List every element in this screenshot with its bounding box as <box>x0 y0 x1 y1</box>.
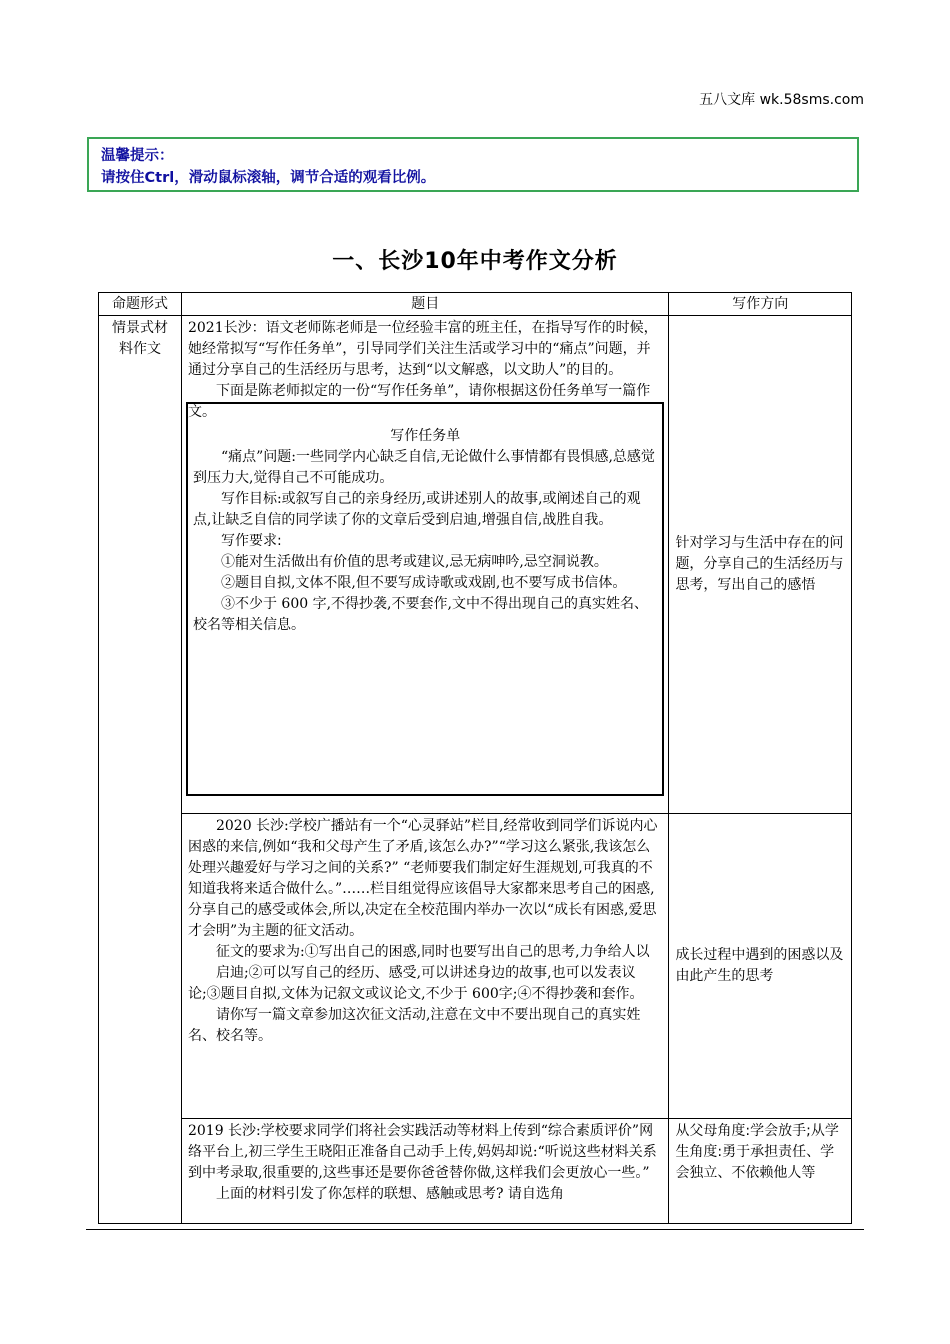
topic-intro: 2021长沙：语文老师陈老师是一位经验丰富的班主任，在指导写作的时候，她经常拟写“写作任务单”，引导同学们关注生活或学习中的“痛点”问题，并通过分享自己的生活经历与思考，达到“以文解惑，以文助人”的目的。 <box>187 320 658 378</box>
direction-cell-2020 <box>669 814 852 1119</box>
analysis-table <box>98 292 852 1224</box>
header-direction: 写作方向 <box>669 293 852 316</box>
table-header-row <box>99 293 852 316</box>
site-watermark: 五八文库 wk.58sms.com <box>699 92 864 108</box>
topic-cell-2020 <box>181 814 668 1119</box>
direction-text: 从父母角度:学会放手;从学生角度:勇于承担责任、学会独立、不依赖他人等 <box>675 1123 839 1181</box>
task-req3: ③不少于 600 字,不得抄袭,不要套作,文中不得出现自己的真实姓名、校名等相关信息。 <box>192 596 648 633</box>
task-req2: ②题目自拟,文体不限,但不要写成诗歌或戏剧,也不要写成书信体。 <box>220 575 627 591</box>
task-goal: 写作目标:或叙写自己的亲身经历,或讲述别人的故事,或阐述自己的观点,让缺乏自信的同学读了你的文章后受到启迪,增强自信,战胜自我。 <box>192 491 641 528</box>
header-topic: 题目 <box>181 293 668 316</box>
tip-title: 温馨提示： <box>101 148 174 164</box>
page-bottom-rule <box>86 1229 864 1230</box>
direction-text: 针对学习与生活中存在的问题，分享自己的生活经历与思考，写出自己的感悟 <box>675 535 844 593</box>
header-form: 命题形式 <box>99 293 182 316</box>
topic-2020-p4: 请你写一篇文章参加这次征文活动,注意在文中不要出现自己的真实姓名、校名等。 <box>187 1007 641 1044</box>
topic-2020-p2: 征文的要求为:①写出自己的困惑,同时也要写出自己的思考,力争给人以 <box>215 944 650 960</box>
task-pain: “痛点”问题:一些同学内心缺乏自信,无论做什么事情都有畏惧感,总感觉到压力大,觉得自己不可能成功。 <box>192 449 655 486</box>
topic-cell-2021 <box>181 316 668 814</box>
topic-intro2: 下面是陈老师拟定的一份“写作任务单”，请你根据这份任务单写一篇作文。 <box>187 383 651 420</box>
table-row <box>99 1119 852 1224</box>
task-req-title: 写作要求: <box>220 533 282 549</box>
tip-box <box>87 137 859 192</box>
task-req1: ①能对生活做出有价值的思考或建议,忌无病呻吟,忌空洞说教。 <box>220 554 608 570</box>
topic-2020-p3: 启迪;②可以写自己的经历、感受,可以讲述身边的故事,也可以发表议论;③题目自拟,文体为记叙文或议论文,不少于 600字;④不得抄袭和套作。 <box>187 965 644 1002</box>
page-title: 一、长沙10年中考作文分析 <box>332 249 618 274</box>
topic-2019-p1: 2019 长沙:学校要求同学们将社会实践活动等材料上传到“综合素质评价”网络平台上,初三学生王晓阳正准备自己动手上传,妈妈却说:“听说这些材料关系到中考录取,很重要的,这些事还是要你爸爸替你做,这样我们会更放心一些。” <box>187 1123 657 1181</box>
topic-2019-p2: 上面的材料引发了你怎样的联想、感触或思考? 请自选角 <box>215 1186 564 1202</box>
direction-cell-2021 <box>669 316 852 814</box>
table-row <box>99 316 852 814</box>
form-cell: 情景式材料作文 <box>99 316 182 1224</box>
tip-text: 请按住Ctrl，滑动鼠标滚轴，调节合适的观看比例。 <box>101 170 436 186</box>
table-row <box>99 814 852 1119</box>
topic-2020-p1: 2020 长沙:学校广播站有一个“心灵驿站”栏目,经常收到同学们诉说内心困惑的来信,例如“我和父母产生了矛盾,该怎么办?”“学习这么紧张,我该怎么处理兴趣爱好与学习之间的关系?” “老师要我们制定好生涯规划,可我真的不知道我将来适合做什么。”……栏目组觉得应该倡导大家都来思考自己的困惑,分享自己的感受或体会,所以,决定在全校范围内举办一次以“成长有困惑,爱思才会明”为主题的征文活动。 <box>187 818 658 939</box>
analysis-table-wrapper <box>98 292 852 1224</box>
direction-cell-2019 <box>669 1119 852 1224</box>
task-sheet-box <box>186 402 664 796</box>
topic-cell-2019 <box>181 1119 668 1224</box>
direction-text: 成长过程中遇到的困惑以及由此产生的思考 <box>675 947 844 984</box>
task-sheet-title: 写作任务单 <box>390 428 461 444</box>
